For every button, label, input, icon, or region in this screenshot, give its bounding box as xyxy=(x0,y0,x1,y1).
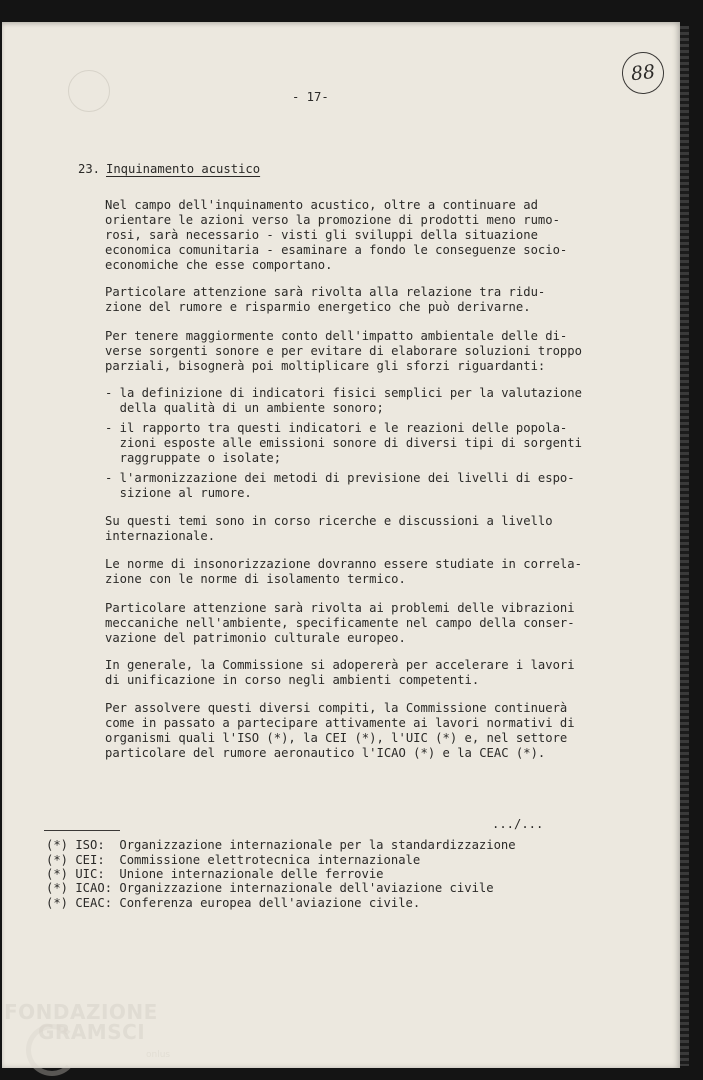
paragraph-1-line-4: economica comunitaria - esaminare a fondo le conseguenze socio- xyxy=(105,243,568,257)
paragraph-2-line-1: Particolare attenzione sarà rivolta alla relazione tra ridu- xyxy=(105,285,546,299)
paragraph-8-line-1: Per assolvere questi diversi compiti, la Commissione continuerà xyxy=(105,701,568,715)
paragraph-4-line-1: Su questi temi sono in corso ricerche e discussioni a livello xyxy=(105,514,553,528)
page-number: - 17- xyxy=(292,90,329,104)
footnote-icao: (*) ICAO: Organizzazione internazionale dell'aviazione civile xyxy=(46,881,494,895)
paragraph-6-line-2: meccaniche nell'ambiente, specificamente nel campo della conser- xyxy=(105,616,575,630)
watermark-line-3: onlus xyxy=(146,1050,171,1060)
paragraph-1-line-1: Nel campo dell'inquinamento acustico, oltre a continuare ad xyxy=(105,198,538,212)
section-title: Inquinamento acustico xyxy=(106,162,261,176)
paragraph-7-line-1: In generale, la Commissione si adopererà per accelerare i lavori xyxy=(105,658,575,672)
bullet-2-line-2: zioni esposte alle emissioni sonore di diversi tipi di sorgenti xyxy=(105,436,582,450)
section-number: 23. xyxy=(78,162,101,176)
bullet-2-line-3: raggruppate o isolate; xyxy=(105,451,282,465)
paragraph-8-line-3: organismi quali l'ISO (*), la CEI (*), l'UIC (*) e, nel settore xyxy=(105,731,568,745)
footnote-uic: (*) UIC: Unione internazionale delle ferrovie xyxy=(46,867,384,881)
paragraph-8-line-2: come in passato a partecipare attivamente ai lavori normativi di xyxy=(105,716,575,730)
watermark xyxy=(4,1002,158,1042)
paragraph-3-line-3: parziali, bisognerà poi moltiplicare gli sforzi riguardanti: xyxy=(105,359,546,373)
footnote-iso: (*) ISO: Organizzazione internazionale per la standardizzazione xyxy=(46,838,516,852)
bullet-3-line-2: sizione al rumore. xyxy=(105,486,252,500)
binder-edge xyxy=(680,26,689,1066)
bullet-2-line-1: - il rapporto tra questi indicatori e le reazioni delle popola- xyxy=(105,421,568,435)
paragraph-5-line-2: zione con le norme di isolamento termico. xyxy=(105,572,406,586)
paragraph-3-line-2: verse sorgenti sonore e per evitare di elaborare soluzioni troppo xyxy=(105,344,582,358)
paragraph-8-line-4: particolare del rumore aeronautico l'ICAO (*) e la CEAC (*). xyxy=(105,746,546,760)
paragraph-5-line-1: Le norme di insonorizzazione dovranno essere studiate in correla- xyxy=(105,557,582,571)
faded-stamp xyxy=(68,70,110,112)
watermark-line-1: FONDAZIONE xyxy=(4,1000,158,1024)
paragraph-2-line-2: zione del rumore e risparmio energetico che può derivarne. xyxy=(105,300,531,314)
footnote-ceac: (*) CEAC: Conferenza europea dell'aviazione civile. xyxy=(46,896,421,910)
document-page xyxy=(2,22,680,1068)
footnote-cei: (*) CEI: Commissione elettrotecnica internazionale xyxy=(46,853,421,867)
paragraph-1-line-3: rosi, sarà necessario - visti gli sviluppi della situazione xyxy=(105,228,538,242)
archive-page-number: 88 xyxy=(620,50,666,96)
continuation-mark: .../... xyxy=(492,817,544,831)
watermark-line-2: GRAMSCI xyxy=(38,1020,146,1044)
bullet-1-line-1: - la definizione di indicatori fisici semplici per la valutazione xyxy=(105,386,582,400)
paragraph-4-line-2: internazionale. xyxy=(105,529,216,543)
paragraph-6-line-3: vazione del patrimonio culturale europeo. xyxy=(105,631,406,645)
footnote-separator xyxy=(44,830,120,831)
paragraph-1-line-5: economiche che esse comportano. xyxy=(105,258,333,272)
paragraph-7-line-2: di unificazione in corso negli ambienti competenti. xyxy=(105,673,480,687)
paragraph-3-line-1: Per tenere maggiormente conto dell'impatto ambientale delle di- xyxy=(105,329,568,343)
paragraph-6-line-1: Particolare attenzione sarà rivolta ai problemi delle vibrazioni xyxy=(105,601,575,615)
bullet-3-line-1: - l'armonizzazione dei metodi di previsione dei livelli di espo- xyxy=(105,471,575,485)
paragraph-1-line-2: orientare le azioni verso la promozione di prodotti meno rumo- xyxy=(105,213,560,227)
bullet-1-line-2: della qualità di un ambiente sonoro; xyxy=(105,401,384,415)
